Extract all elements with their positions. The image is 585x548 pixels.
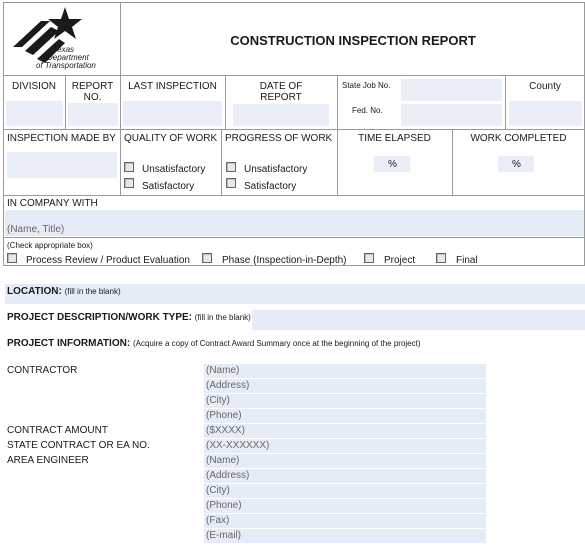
info-row-value: (City)	[206, 395, 230, 406]
info-row-label: STATE CONTRACT OR EA NO.	[7, 440, 150, 451]
state-job-no-label: State Job No.	[342, 81, 391, 90]
location-label: LOCATION: (fill in the blank)	[7, 286, 121, 297]
date-of-report-field[interactable]	[233, 104, 329, 126]
info-row-value: (Phone)	[206, 500, 242, 511]
project-description-label: PROJECT DESCRIPTION/WORK TYPE: (fill in the blank)	[7, 312, 251, 323]
progress-satisfactory-checkbox[interactable]	[226, 178, 236, 188]
process-review-checkbox[interactable]	[7, 253, 17, 263]
project-information-label: PROJECT INFORMATION: (Acquire a copy of Contract Award Summary once at the beginning of the project)	[7, 338, 421, 349]
logo-text-1: Texas	[53, 45, 75, 54]
info-row-value: (XX-XXXXXX)	[206, 440, 270, 451]
report-no-label-1: REPORT	[71, 81, 114, 92]
quality-of-work-label: QUALITY OF WORK	[124, 133, 218, 144]
info-row-label: CONTRACT AMOUNT	[7, 425, 108, 436]
report-no-field[interactable]	[68, 103, 118, 126]
date-of-report-label-1: DATE OF	[259, 81, 303, 92]
fed-no-label: Fed. No.	[352, 106, 383, 115]
division-label: DIVISION	[12, 81, 56, 92]
final-checkbox[interactable]	[436, 253, 446, 263]
progress-unsatisfactory-checkbox[interactable]	[226, 162, 236, 172]
info-row-value: (City)	[206, 485, 230, 496]
info-row-field[interactable]	[204, 394, 486, 408]
info-row-field[interactable]	[204, 469, 486, 483]
fed-no-field[interactable]	[401, 104, 502, 126]
company-placeholder: (Name, Title)	[7, 224, 65, 235]
info-row-field[interactable]	[204, 484, 486, 498]
process-review-label: Process Review / Product Evaluation	[26, 255, 190, 266]
progress-of-work-label: PROGRESS OF WORK	[225, 133, 333, 144]
info-row-value: ($XXXX)	[206, 425, 245, 436]
info-row-field[interactable]	[204, 499, 486, 513]
quality-satisfactory-label: Satisfactory	[142, 181, 195, 192]
phase-checkbox[interactable]	[202, 253, 212, 263]
info-row-value: (Address)	[206, 470, 250, 481]
date-of-report-label-2: REPORT	[260, 92, 302, 103]
info-row-field[interactable]	[204, 454, 486, 468]
project-checkbox[interactable]	[364, 253, 374, 263]
project-information-hint: (Acquire a copy of Contract Award Summary once at the beginning of the project)	[132, 339, 421, 348]
info-row-field[interactable]	[204, 439, 486, 453]
company-label: IN COMPANY WITH	[7, 198, 98, 209]
quality-unsatisfactory-label: Unsatisfactory	[142, 164, 206, 175]
info-row-field[interactable]	[204, 424, 486, 438]
company-field[interactable]	[5, 210, 584, 236]
division-field[interactable]	[6, 101, 63, 126]
phase-label: Phase (Inspection-in-Depth)	[222, 255, 347, 266]
info-row-field[interactable]	[204, 514, 486, 528]
logo-text-3: of Transportation	[36, 61, 96, 70]
last-inspection-label: LAST INSPECTION	[128, 81, 217, 92]
info-row-label: AREA ENGINEER	[7, 455, 89, 466]
info-row-value: (Fax)	[206, 515, 230, 526]
info-row-field[interactable]	[204, 409, 486, 423]
info-row-value: (E-mail)	[206, 530, 241, 541]
time-elapsed-percent: %	[388, 159, 397, 170]
logo-text-2: Department	[47, 53, 89, 62]
time-elapsed-label: TIME ELAPSED	[358, 133, 431, 144]
quality-satisfactory-checkbox[interactable]	[124, 178, 134, 188]
project-label: Project	[384, 255, 416, 266]
info-row-value: (Name)	[206, 365, 240, 376]
info-row-field[interactable]	[204, 379, 486, 393]
info-row-field[interactable]	[204, 529, 486, 543]
progress-unsatisfactory-label: Unsatisfactory	[244, 164, 308, 175]
state-job-no-field[interactable]	[401, 79, 502, 101]
quality-unsatisfactory-checkbox[interactable]	[124, 162, 134, 172]
logo-cell	[3, 3, 120, 75]
report-no-label-2: NO.	[83, 92, 102, 103]
page-title: CONSTRUCTION INSPECTION REPORT	[230, 33, 476, 48]
check-instruction: (Check appropriate box)	[7, 241, 93, 250]
final-label: Final	[456, 255, 478, 266]
county-label: County	[529, 81, 561, 92]
info-row-label: CONTRACTOR	[7, 365, 78, 376]
county-field[interactable]	[509, 101, 582, 126]
work-completed-label: WORK COMPLETED	[470, 133, 567, 144]
project-description-hint: (fill in the blank)	[194, 313, 251, 322]
info-row-value: (Address)	[206, 380, 250, 391]
info-row-field[interactable]	[204, 364, 486, 378]
inspection-made-by-field[interactable]	[7, 152, 117, 178]
info-row-value: (Phone)	[206, 410, 242, 421]
progress-satisfactory-label: Satisfactory	[244, 181, 297, 192]
inspection-made-by-label: INSPECTION MADE BY	[7, 133, 116, 144]
last-inspection-field[interactable]	[123, 101, 222, 126]
info-row-value: (Name)	[206, 455, 240, 466]
work-completed-percent: %	[512, 159, 521, 170]
project-description-field[interactable]	[252, 310, 585, 330]
location-hint: (fill in the blank)	[64, 287, 121, 296]
